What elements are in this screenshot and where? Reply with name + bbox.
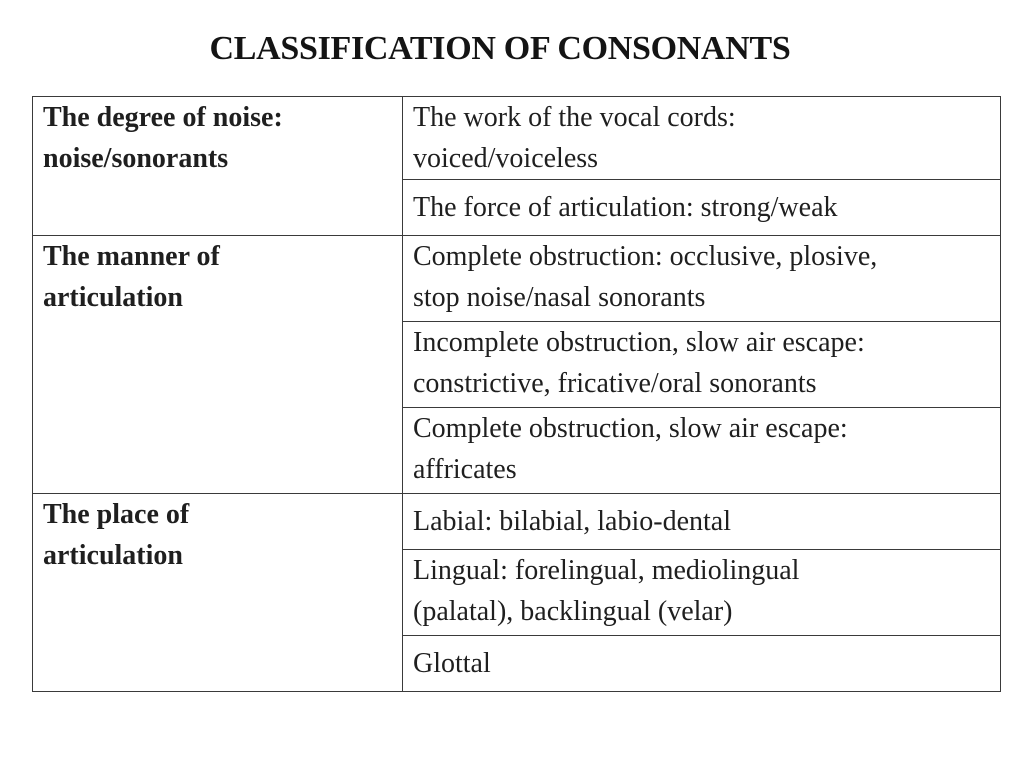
category-label: The place of articulation [43, 499, 190, 571]
value-label: Glottal [413, 648, 491, 679]
value-label: The force of articulation: strong/weak [413, 192, 838, 223]
value-cell [403, 550, 1001, 636]
page-title: CLASSIFICATION OF CONSONANTS [209, 30, 791, 67]
value-cell [403, 236, 1001, 322]
value-label: The work of the vocal cords: voiced/voiceless [413, 102, 736, 174]
category-label: The degree of noise: noise/sonorants [43, 102, 283, 174]
category-manner-cell [33, 236, 403, 494]
classification-table [32, 96, 1001, 692]
value-cell [403, 97, 1001, 180]
table-row [33, 494, 1001, 550]
value-cell [403, 322, 1001, 408]
value-label: Complete obstruction: occlusive, plosive, stop noise/nasal sonorants [413, 241, 878, 313]
category-label: The manner of articulation [43, 241, 220, 313]
value-label: Incomplete obstruction, slow air escape: constrictive, fricative/oral sonorants [413, 327, 865, 399]
table-row [33, 236, 1001, 322]
table-row [33, 97, 1001, 180]
category-noise-cell [33, 97, 403, 236]
value-cell [403, 180, 1001, 236]
value-label: Lingual: forelingual, mediolingual (palatal), backlingual (velar) [413, 555, 800, 627]
category-place-cell [33, 494, 403, 692]
value-cell [403, 494, 1001, 550]
value-label: Complete obstruction, slow air escape: affricates [413, 413, 848, 485]
value-cell [403, 408, 1001, 494]
value-label: Labial: bilabial, labio-dental [413, 506, 731, 537]
value-cell [403, 636, 1001, 692]
